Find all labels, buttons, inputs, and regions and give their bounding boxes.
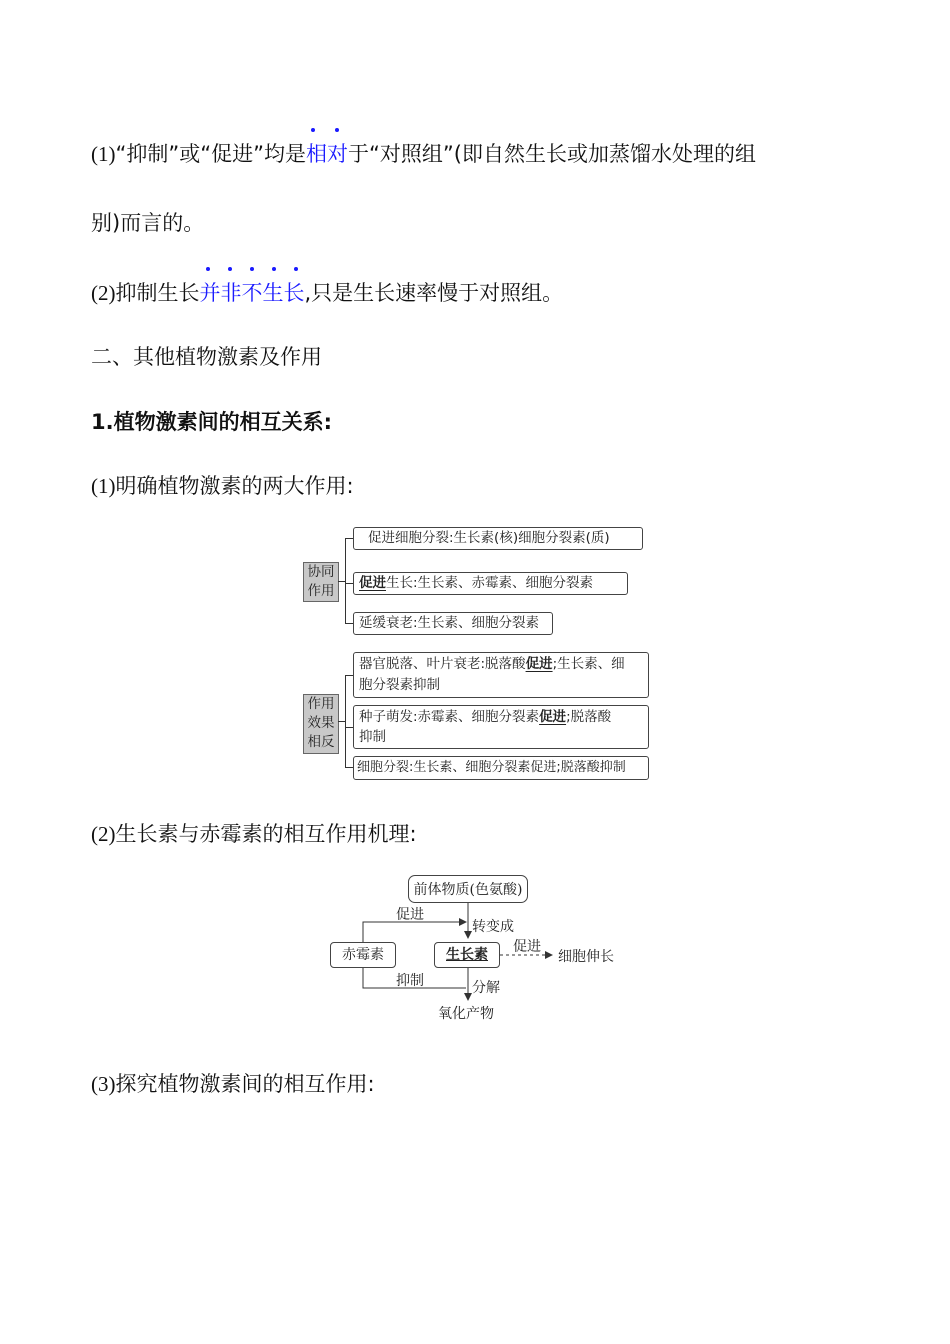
- paragraph-1-continued: 别)而言的。: [91, 211, 205, 235]
- gibberellin-box: 赤霉素: [330, 942, 396, 968]
- text-segment: 于“对照组”(即自然生长或加蒸馏水处理的组: [348, 142, 756, 166]
- diagram-item-cell-division-synergy: 促进细胞分裂:生长素(核)细胞分裂素(质): [353, 527, 643, 550]
- subsection-2: (2)生长素与赤霉素的相互作用机理:: [91, 822, 417, 846]
- text-segment: 抑制生长: [115, 281, 200, 305]
- diagram-item-delay-senescence: 延缓衰老:生长素、细胞分裂素: [353, 612, 553, 635]
- diagram-item-growth-synergy: 促进生长:生长素、赤霉素、细胞分裂素: [353, 572, 628, 595]
- diagram-item-cell-division-antagonism: 细胞分裂:生长素、细胞分裂素促进;脱落酸抑制: [353, 756, 649, 780]
- emphasis-relative: 相对: [306, 142, 348, 166]
- diagram-item-germination: 种子萌发:赤霉素、细胞分裂素促进;脱落酸 抑制: [353, 705, 649, 749]
- precursor-box: 前体物质(色氨酸): [408, 875, 528, 903]
- subheading-1: 1.植物激素间的相互关系:: [91, 410, 332, 434]
- oxidation-product-label: 氧化产物: [438, 1006, 494, 1022]
- item-number: (1): [91, 142, 116, 166]
- auxin-box: 生长素: [434, 942, 500, 968]
- section-heading: 二、其他植物激素及作用: [91, 345, 322, 369]
- elongation-label: 细胞伸长: [558, 949, 614, 965]
- inhibit-label: 抑制: [396, 973, 424, 989]
- decompose-label: 分解: [472, 980, 500, 996]
- item-number: (2): [91, 281, 116, 305]
- emphasis-not-no-growth: 并非不生长: [200, 281, 305, 305]
- subsection-3: (3)探究植物激素间的相互作用:: [91, 1072, 375, 1096]
- synergy-tag: 协同 作用: [303, 562, 339, 602]
- transform-label: 转变成: [472, 919, 514, 935]
- text-segment: “抑制”或“促进”均是: [115, 142, 307, 166]
- text-segment: ,只是生长速率慢于对照组。: [304, 281, 564, 305]
- diagram-item-abscission: 器官脱落、叶片衰老:脱落酸促进;生长素、细 胞分裂素抑制: [353, 652, 649, 698]
- promote-label-top: 促进: [396, 907, 424, 923]
- antagonism-tag: 作用 效果 相反: [303, 694, 339, 754]
- subsection-1: (1)明确植物激素的两大作用:: [91, 474, 354, 498]
- promote-label-right: 促进: [513, 939, 541, 955]
